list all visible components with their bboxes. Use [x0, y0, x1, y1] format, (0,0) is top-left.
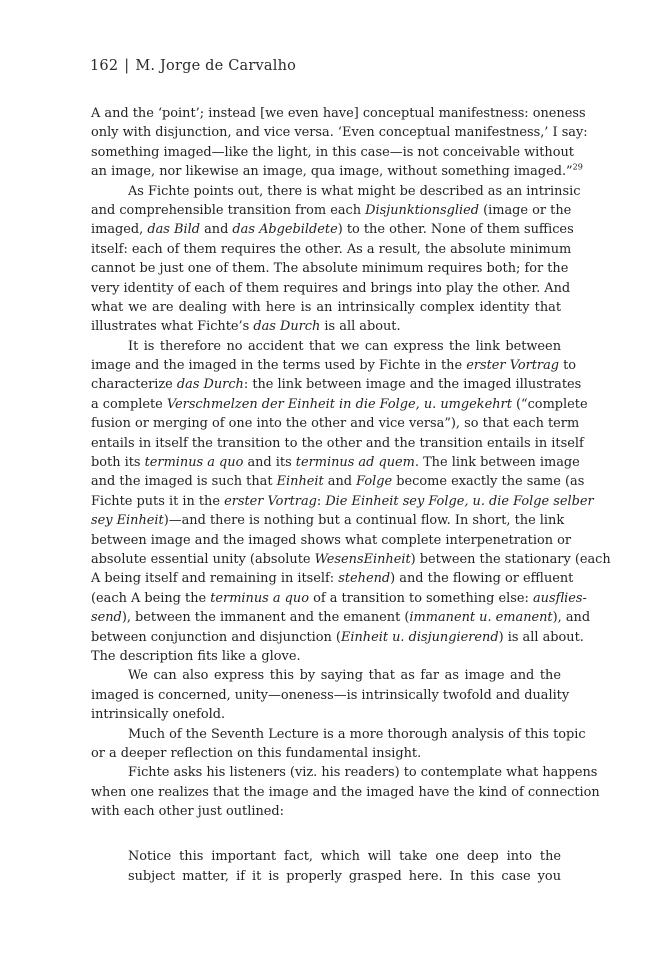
text-line: [91, 220, 574, 239]
italic-term: sey Einheit: [91, 513, 164, 529]
text-line: [91, 337, 561, 356]
text-line: [91, 356, 577, 375]
text-run: only with disjunction, and vice versa. ‘Even conceptual manifestness,’ I say:: [91, 125, 588, 141]
text-run: and its: [243, 455, 296, 471]
text-run: illustrates what Fichte’s: [91, 319, 254, 335]
text-run: image and the imaged in the terms used by Fichte in the: [91, 358, 467, 374]
italic-term: das Durch: [253, 319, 321, 335]
text-line: [91, 589, 587, 608]
italic-term: terminus a quo: [210, 590, 309, 606]
text-line: [91, 201, 572, 220]
text-run: subject matter, if it is properly grasped here. In this case you: [128, 868, 561, 884]
text-line: [91, 550, 611, 569]
text-line: [91, 375, 582, 394]
header-separator: |: [124, 58, 130, 74]
text-line: [91, 182, 581, 201]
text-line: [91, 453, 580, 472]
text-run: imaged is concerned, unity—oneness—is intrinsically twofold and duality: [91, 687, 570, 703]
text-run: of a transition to something else:: [308, 590, 533, 606]
italic-term: Disjunktionsglied: [365, 202, 479, 218]
italic-term: Einheit u. disjungierend: [340, 629, 499, 645]
text-run: A and the ‘point’; instead [we even have] conceptual manifestness: oneness: [91, 106, 586, 121]
text-line: [91, 705, 561, 724]
running-header: [90, 58, 296, 74]
text-line: [91, 725, 586, 744]
text-run: imaged,: [91, 222, 148, 238]
italic-term: ausflies-: [532, 590, 587, 606]
text-line: [91, 298, 561, 317]
italic-term: Verschmelzen der Einheit in die Folge, u. umgekehrt: [166, 396, 512, 412]
text-run: ) and the flowing or effluent: [390, 571, 574, 587]
text-run: itself: each of them requires the other. As a result, the absolute minimum: [91, 241, 572, 257]
text-line: [91, 686, 570, 705]
text-line: [91, 279, 571, 298]
text-line: [91, 666, 561, 685]
text-run: Much of the Seventh Lecture is a more thorough analysis of this topic: [128, 726, 586, 742]
text-run: a complete: [91, 396, 167, 412]
text-run: . The link between image: [414, 455, 580, 471]
text-run: become exactly the same (as: [392, 474, 585, 490]
text-run: an image, nor likewise an image, qua image, without something imaged.”: [91, 164, 573, 180]
text-run: (image or the: [479, 202, 572, 218]
text-line: [91, 783, 600, 802]
text-line: [91, 531, 572, 550]
text-run: We can also express this by saying that as far as image and the: [128, 668, 561, 684]
italic-term: stehend: [338, 571, 391, 587]
text-run: or a deeper reflection on this fundamental insight.: [91, 745, 422, 761]
text-line: [91, 628, 584, 647]
text-line: [91, 240, 572, 259]
text-run: very identity of each of them requires and brings into play the other. And: [91, 280, 571, 296]
italic-term: das Bild: [147, 222, 200, 238]
text-run: what we are dealing with here is an intrinsically complex identity that: [91, 299, 561, 315]
text-line: [128, 847, 561, 866]
italic-term: send: [91, 610, 122, 626]
text-run: ), and: [552, 610, 591, 626]
text-run: and: [199, 222, 233, 238]
text-run: is all about.: [320, 319, 401, 335]
text-line: [91, 104, 586, 123]
body-text: [91, 104, 611, 886]
text-line: [91, 259, 569, 278]
text-line: [91, 511, 565, 530]
text-run: The description fits like a glove.: [91, 648, 301, 664]
text-run: Notice this important fact, which will take one deep into the: [128, 849, 561, 865]
text-line: [91, 395, 588, 414]
text-line: [91, 434, 584, 453]
text-line: [91, 472, 585, 491]
text-run: ) is all about.: [498, 629, 584, 645]
text-run: It is therefore no accident that we can express the link between: [128, 338, 561, 354]
text-run: )—and there is nothing but a continual flow. In short, the link: [163, 513, 565, 529]
text-run: : the link between image and the imaged illustrates: [243, 377, 582, 393]
text-run: A being itself and remaining in itself:: [91, 571, 339, 587]
running-author: M. Jorge de Carvalho: [135, 58, 297, 74]
text-line: [91, 763, 598, 782]
page-number: 162: [90, 58, 119, 74]
text-line: [91, 492, 594, 511]
text-line: [91, 317, 561, 336]
text-run: and the imaged is such that: [91, 474, 277, 490]
italic-term: das Durch: [176, 377, 244, 393]
text-run: and: [323, 474, 357, 490]
text-run: fusion or merging of one into the other and vice versa”), so that each term: [91, 416, 580, 432]
text-run: and comprehensible transition from each: [91, 202, 366, 218]
footnote-marker: 29: [572, 162, 583, 172]
text-run: characterize: [91, 377, 177, 393]
text-run: Fichte asks his listeners (viz. his readers) to contemplate what happens: [128, 765, 598, 781]
text-run: (each A being the: [91, 590, 211, 606]
text-line: [91, 414, 580, 433]
italic-term: terminus ad quem: [295, 455, 415, 471]
italic-term: erster Vortrag: [466, 358, 560, 374]
text-line: [91, 143, 574, 162]
text-run: both its: [91, 455, 145, 471]
italic-term: immanent u. emanent: [409, 610, 553, 626]
text-run: ) to the other. None of them suffices: [337, 222, 574, 238]
text-run: between image and the imaged shows what complete interpenetration or: [91, 532, 572, 548]
text-run: :: [316, 493, 326, 509]
italic-term: Die Einheit sey Folge, u. die Folge selber: [325, 493, 594, 509]
text-line: [91, 123, 588, 142]
text-run: to: [559, 358, 577, 374]
blank-line: [91, 821, 561, 847]
text-run: entails in itself the transition to the other and the transition entails in itself: [91, 435, 584, 451]
italic-term: Folge: [356, 474, 393, 490]
italic-term: das Abgebildete: [232, 222, 338, 238]
text-run: Fichte puts it in the: [91, 493, 225, 509]
text-run: As Fichte points out, there is what might be described as an intrinsic: [128, 183, 581, 199]
text-line: [91, 608, 591, 627]
text-run: with each other just outlined:: [91, 804, 285, 820]
text-run: cannot be just one of them. The absolute minimum requires both; for the: [91, 261, 569, 277]
text-run: (“complete: [511, 396, 588, 412]
italic-term: erster Vortrag: [224, 493, 317, 509]
italic-term: terminus a quo: [144, 455, 244, 471]
text-run: ), between the immanent and the emanent (: [121, 610, 410, 626]
text-line: [128, 867, 561, 886]
text-run: when one realizes that the image and the imaged have the kind of connection: [91, 784, 600, 800]
text-line: [91, 647, 561, 666]
italic-term: Einheit: [276, 474, 324, 490]
text-line: [91, 569, 574, 588]
text-run: intrinsically onefold.: [91, 707, 226, 723]
text-run: something imaged—like the light, in this case—is not conceivable without: [91, 144, 574, 160]
text-run: between conjunction and disjunction (: [91, 629, 341, 645]
text-line: [91, 162, 583, 181]
text-run: absolute essential unity (absolute: [91, 551, 315, 567]
text-line: [91, 744, 561, 763]
text-run: ) between the stationary (each: [410, 551, 611, 567]
italic-term: WesensEinheit: [314, 551, 411, 567]
text-line: [91, 802, 561, 821]
